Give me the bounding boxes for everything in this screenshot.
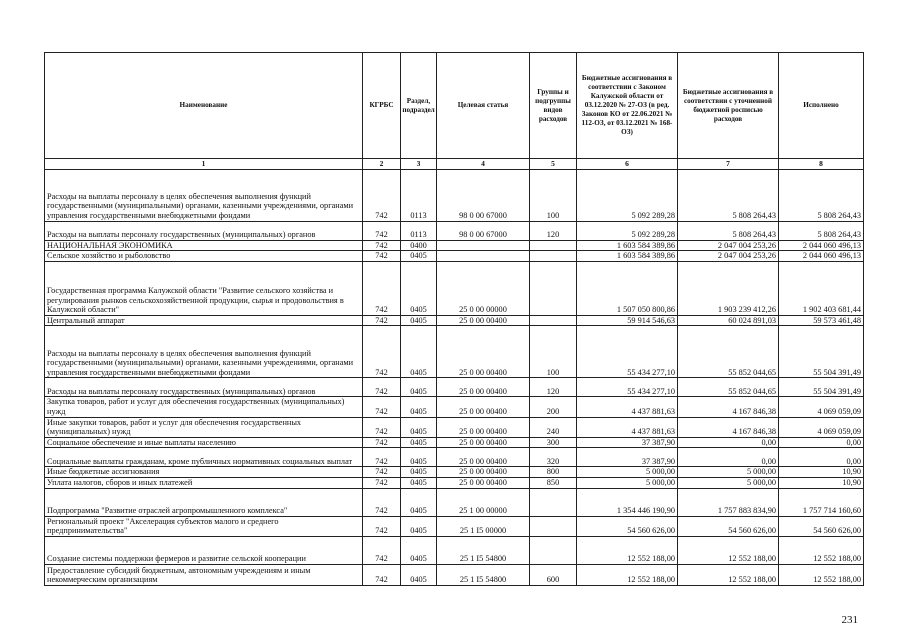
column-number: 8 — [779, 159, 864, 170]
cell-executed: 0,00 — [779, 437, 864, 448]
cell-section: 0405 — [401, 437, 437, 448]
cell-kgrbs: 742 — [363, 564, 401, 585]
cell-article: 25 1 I5 00000 — [437, 516, 530, 536]
cell-name: Подпрограмма "Развитие отраслей агропромышленного комплекса" — [45, 488, 363, 516]
cell-group — [530, 240, 577, 251]
cell-section: 0405 — [401, 488, 437, 516]
cell-group: 200 — [530, 397, 577, 417]
cell-name: Закупка товаров, работ и услуг для обеспечения государственных (муниципальных) нужд — [45, 397, 363, 417]
cell-section: 0113 — [401, 169, 437, 221]
cell-article: 25 0 00 00400 — [437, 448, 530, 467]
cell-name: Уплата налогов, сборов и иных платежей — [45, 477, 363, 488]
cell-executed: 54 560 626,00 — [779, 516, 864, 536]
cell-law: 4 437 881,63 — [577, 417, 678, 437]
cell-name: Социальные выплаты гражданам, кроме публичных нормативных социальных выплат — [45, 448, 363, 467]
cell-section: 0405 — [401, 326, 437, 378]
column-number: 6 — [577, 159, 678, 170]
cell-article: 25 0 00 00000 — [437, 261, 530, 315]
table-row — [45, 221, 864, 240]
cell-name: Иные закупки товаров, работ и услуг для обеспечения государственных (муниципальных) нужд — [45, 417, 363, 437]
header-groups: Группы и подгруппы видов расходов — [530, 53, 577, 159]
cell-article: 98 0 00 67000 — [437, 169, 530, 221]
cell-executed: 12 552 188,00 — [779, 536, 864, 564]
cell-section: 0405 — [401, 378, 437, 397]
column-number: 2 — [363, 159, 401, 170]
cell-law: 1 354 446 190,90 — [577, 488, 678, 516]
cell-article: 25 0 00 00400 — [437, 315, 530, 326]
table-row — [45, 488, 864, 516]
header-section: Раздел, подраздел — [401, 53, 437, 159]
cell-executed: 4 069 059,09 — [779, 417, 864, 437]
cell-name: Расходы на выплаты персоналу государственных (муниципальных) органов — [45, 221, 363, 240]
table-row — [45, 564, 864, 585]
header-kgrbs: КГРБС — [363, 53, 401, 159]
cell-refined: 5 808 264,43 — [678, 169, 779, 221]
cell-refined: 55 852 044,65 — [678, 326, 779, 378]
table-row — [45, 315, 864, 326]
cell-law: 4 437 881,63 — [577, 397, 678, 417]
cell-law: 5 000,00 — [577, 467, 678, 478]
cell-name: Предоставление субсидий бюджетным, автономным учреждениям и иным некоммерческим организациям — [45, 564, 363, 585]
cell-section: 0405 — [401, 536, 437, 564]
cell-executed: 5 808 264,43 — [779, 169, 864, 221]
cell-refined: 5 000,00 — [678, 477, 779, 488]
header-article: Целевая статья — [437, 53, 530, 159]
cell-kgrbs: 742 — [363, 417, 401, 437]
cell-law: 5 000,00 — [577, 477, 678, 488]
cell-kgrbs: 742 — [363, 221, 401, 240]
cell-law: 1 507 050 800,86 — [577, 261, 678, 315]
table-row — [45, 477, 864, 488]
cell-executed: 1 902 403 681,44 — [779, 261, 864, 315]
cell-group: 120 — [530, 378, 577, 397]
cell-refined: 4 167 846,38 — [678, 397, 779, 417]
table-body — [45, 169, 864, 585]
cell-group: 600 — [530, 564, 577, 585]
cell-law: 5 092 289,28 — [577, 221, 678, 240]
cell-group — [530, 315, 577, 326]
cell-kgrbs: 742 — [363, 448, 401, 467]
table-row — [45, 169, 864, 221]
cell-executed: 5 808 264,43 — [779, 221, 864, 240]
cell-article: 25 0 00 00400 — [437, 437, 530, 448]
cell-group: 320 — [530, 448, 577, 467]
cell-article: 25 1 00 00000 — [437, 488, 530, 516]
cell-article: 25 0 00 00400 — [437, 326, 530, 378]
cell-law: 55 434 277,10 — [577, 378, 678, 397]
cell-name: Иные бюджетные ассигнования — [45, 467, 363, 478]
table-row — [45, 378, 864, 397]
cell-kgrbs: 742 — [363, 240, 401, 251]
cell-article: 25 0 00 00400 — [437, 397, 530, 417]
cell-article: 98 0 00 67000 — [437, 221, 530, 240]
cell-section: 0405 — [401, 315, 437, 326]
cell-section: 0405 — [401, 251, 437, 262]
column-number-row — [45, 159, 864, 170]
cell-kgrbs: 742 — [363, 477, 401, 488]
cell-refined: 5 808 264,43 — [678, 221, 779, 240]
table-row — [45, 261, 864, 315]
cell-group: 300 — [530, 437, 577, 448]
cell-refined: 55 852 044,65 — [678, 378, 779, 397]
cell-section: 0405 — [401, 477, 437, 488]
cell-law: 12 552 188,00 — [577, 536, 678, 564]
cell-kgrbs: 742 — [363, 488, 401, 516]
table-row — [45, 240, 864, 251]
header-executed: Исполнено — [779, 53, 864, 159]
header-row — [45, 53, 864, 159]
cell-executed: 1 757 714 160,60 — [779, 488, 864, 516]
cell-group — [530, 488, 577, 516]
table-row — [45, 448, 864, 467]
cell-refined: 1 757 883 834,90 — [678, 488, 779, 516]
cell-name: Социальное обеспечение и иные выплаты населению — [45, 437, 363, 448]
cell-name: Расходы на выплаты персоналу в целях обеспечения выполнения функций государственными (муниципальными) органами, казенными учреждениями, органами управления государственными внебюджетными фондами — [45, 326, 363, 378]
cell-executed: 4 069 059,09 — [779, 397, 864, 417]
cell-refined: 12 552 188,00 — [678, 536, 779, 564]
cell-name: Расходы на выплаты персоналу в целях обеспечения выполнения функций государственными (муниципальными) органами, казенными учреждениями, органами управления государственными внебюджетными фондами — [45, 169, 363, 221]
cell-executed: 55 504 391,49 — [779, 378, 864, 397]
cell-kgrbs: 742 — [363, 536, 401, 564]
cell-law: 1 603 584 389,86 — [577, 240, 678, 251]
table-row — [45, 251, 864, 262]
cell-refined: 54 560 626,00 — [678, 516, 779, 536]
cell-group — [530, 536, 577, 564]
cell-section: 0405 — [401, 397, 437, 417]
cell-section: 0405 — [401, 467, 437, 478]
cell-law: 55 434 277,10 — [577, 326, 678, 378]
cell-group — [530, 516, 577, 536]
cell-executed: 10,90 — [779, 477, 864, 488]
cell-section: 0405 — [401, 564, 437, 585]
column-number: 7 — [678, 159, 779, 170]
cell-article: 25 1 I5 54800 — [437, 536, 530, 564]
cell-group — [530, 251, 577, 262]
cell-refined: 5 000,00 — [678, 467, 779, 478]
cell-law: 59 914 546,63 — [577, 315, 678, 326]
cell-name: Государственная программа Калужской области "Развитие сельского хозяйства и регулирования рынков сельскохозяйственной продукции, сырья и продовольствия в Калужской области" — [45, 261, 363, 315]
cell-executed: 0,00 — [779, 448, 864, 467]
cell-article: 25 0 00 00400 — [437, 467, 530, 478]
column-number: 5 — [530, 159, 577, 170]
cell-group: 240 — [530, 417, 577, 437]
cell-law: 12 552 188,00 — [577, 564, 678, 585]
cell-kgrbs: 742 — [363, 251, 401, 262]
cell-kgrbs: 742 — [363, 169, 401, 221]
cell-law: 54 560 626,00 — [577, 516, 678, 536]
cell-executed: 10,90 — [779, 467, 864, 478]
cell-executed: 59 573 461,48 — [779, 315, 864, 326]
cell-law: 37 387,90 — [577, 448, 678, 467]
cell-section: 0405 — [401, 448, 437, 467]
column-number: 4 — [437, 159, 530, 170]
cell-name: Сельское хозяйство и рыболовство — [45, 251, 363, 262]
cell-article — [437, 240, 530, 251]
cell-article: 25 0 00 00400 — [437, 378, 530, 397]
table-row — [45, 417, 864, 437]
cell-name: Создание системы поддержки фермеров и развитие сельской кооперации — [45, 536, 363, 564]
cell-executed: 12 552 188,00 — [779, 564, 864, 585]
header-name: Наименование — [45, 53, 363, 159]
budget-execution-table — [44, 52, 864, 586]
cell-refined: 4 167 846,38 — [678, 417, 779, 437]
table-row — [45, 467, 864, 478]
cell-executed: 2 044 060 496,13 — [779, 240, 864, 251]
cell-refined: 12 552 188,00 — [678, 564, 779, 585]
cell-refined: 2 047 004 253,26 — [678, 251, 779, 262]
cell-law: 37 387,90 — [577, 437, 678, 448]
table-row — [45, 397, 864, 417]
cell-name: Центральный аппарат — [45, 315, 363, 326]
cell-name: НАЦИОНАЛЬНАЯ ЭКОНОМИКА — [45, 240, 363, 251]
cell-section: 0405 — [401, 516, 437, 536]
table-row — [45, 326, 864, 378]
cell-group: 850 — [530, 477, 577, 488]
cell-name: Региональный проект "Акселерация субъектов малого и среднего предпринимательства" — [45, 516, 363, 536]
column-number: 1 — [45, 159, 363, 170]
cell-group — [530, 261, 577, 315]
cell-article: 25 0 00 00400 — [437, 477, 530, 488]
cell-group: 100 — [530, 326, 577, 378]
header-refined-allocations: Бюджетные ассигнования в соответствии с уточненной бюджетной росписью расходов — [678, 53, 779, 159]
page-number: 231 — [841, 614, 858, 626]
cell-group: 800 — [530, 467, 577, 478]
header-law-allocations: Бюджетные ассигнования в соответствии с Законом Калужской области от 03.12.2020 № 27-ОЗ (в ред. Законов КО от 22.06.2021 № 112-ОЗ, от 03.12.2021 № 168-ОЗ) — [577, 53, 678, 159]
cell-article: 25 1 I5 54800 — [437, 564, 530, 585]
cell-section: 0405 — [401, 261, 437, 315]
cell-kgrbs: 742 — [363, 397, 401, 417]
column-number: 3 — [401, 159, 437, 170]
cell-executed: 55 504 391,49 — [779, 326, 864, 378]
cell-refined: 0,00 — [678, 437, 779, 448]
table-row — [45, 516, 864, 536]
cell-kgrbs: 742 — [363, 326, 401, 378]
cell-law: 1 603 584 389,86 — [577, 251, 678, 262]
cell-refined: 1 903 239 412,26 — [678, 261, 779, 315]
cell-section: 0405 — [401, 417, 437, 437]
cell-executed: 2 044 060 496,13 — [779, 251, 864, 262]
cell-law: 5 092 289,28 — [577, 169, 678, 221]
cell-kgrbs: 742 — [363, 378, 401, 397]
cell-kgrbs: 742 — [363, 516, 401, 536]
cell-section: 0113 — [401, 221, 437, 240]
cell-kgrbs: 742 — [363, 261, 401, 315]
cell-refined: 60 024 891,03 — [678, 315, 779, 326]
cell-kgrbs: 742 — [363, 437, 401, 448]
cell-refined: 0,00 — [678, 448, 779, 467]
table-row — [45, 536, 864, 564]
cell-group: 100 — [530, 169, 577, 221]
cell-kgrbs: 742 — [363, 315, 401, 326]
cell-refined: 2 047 004 253,26 — [678, 240, 779, 251]
cell-article — [437, 251, 530, 262]
cell-name: Расходы на выплаты персоналу государственных (муниципальных) органов — [45, 378, 363, 397]
cell-group: 120 — [530, 221, 577, 240]
cell-section: 0400 — [401, 240, 437, 251]
cell-kgrbs: 742 — [363, 467, 401, 478]
table-row — [45, 437, 864, 448]
cell-article: 25 0 00 00400 — [437, 417, 530, 437]
